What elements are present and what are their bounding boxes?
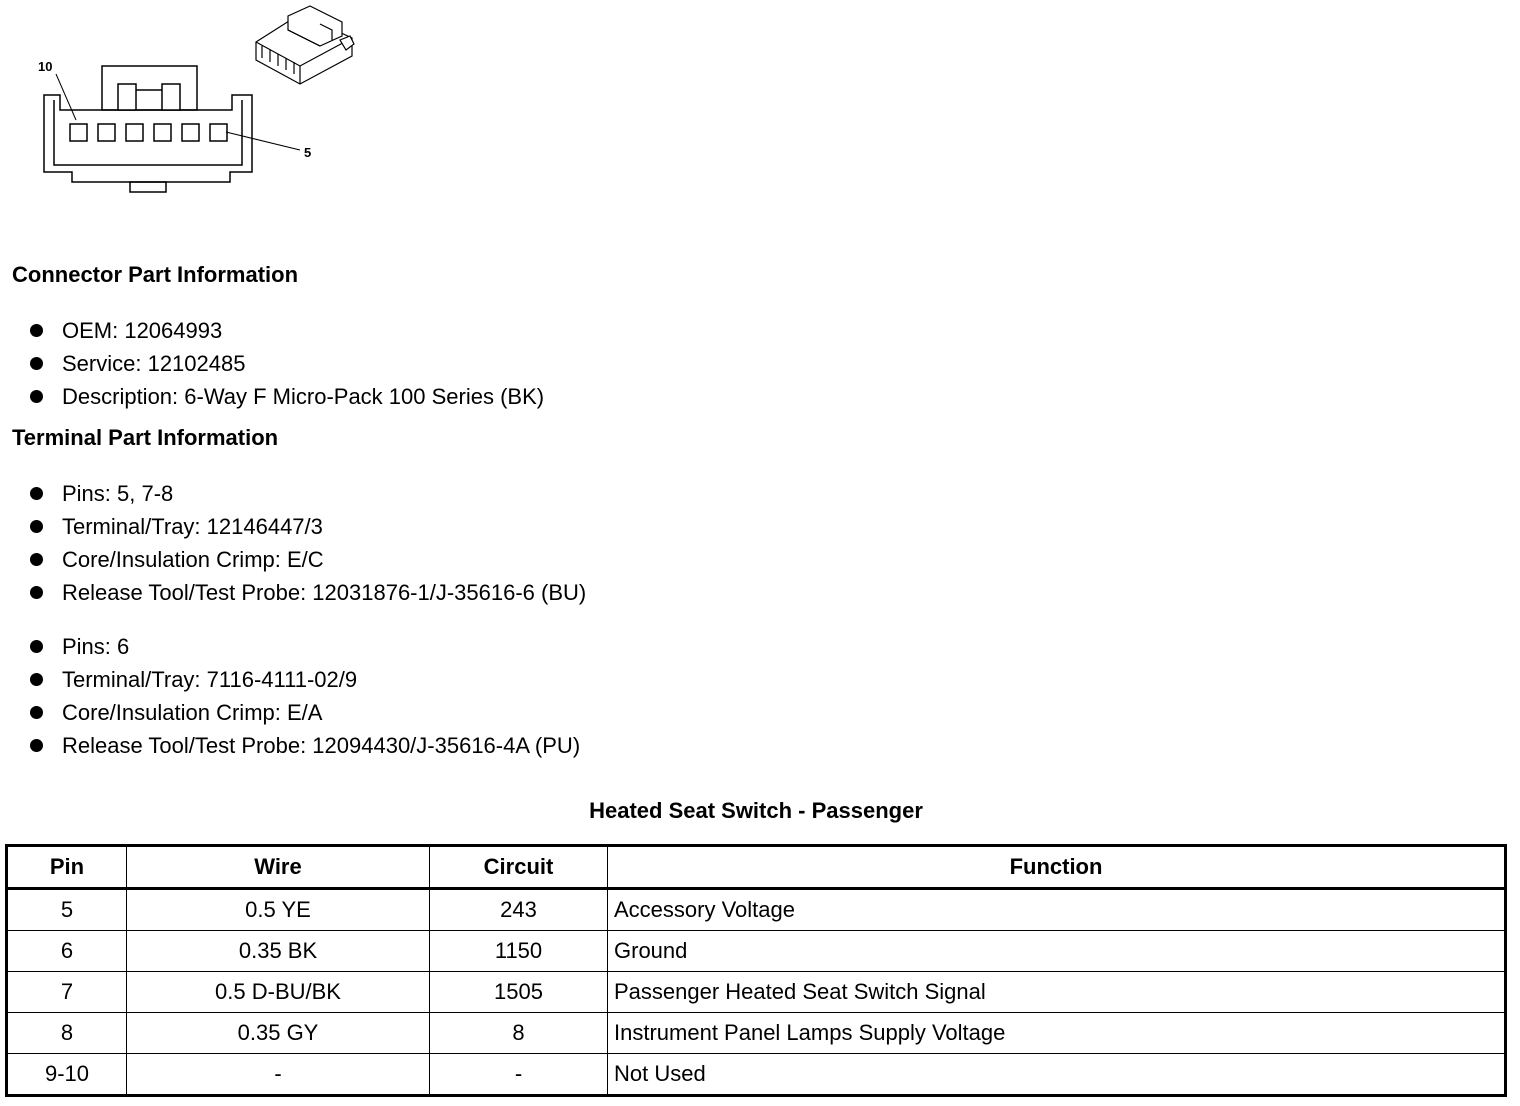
cell-circuit: 1150 — [430, 931, 608, 972]
column-header-wire: Wire — [127, 846, 430, 889]
terminal-info-title: Terminal Part Information — [12, 425, 279, 450]
cell-circuit: 243 — [430, 889, 608, 931]
list-item: Release Tool/Test Probe: 12094430/J-35616-4A (PU) — [0, 729, 580, 762]
bullet-icon — [30, 487, 43, 500]
cell-wire: 0.35 BK — [127, 931, 430, 972]
connector-face — [44, 66, 300, 192]
bullet-icon — [30, 640, 43, 653]
cell-wire: 0.5 YE — [127, 889, 430, 931]
terminal-info-list-1 — [0, 477, 586, 609]
cell-circuit: 1505 — [430, 972, 608, 1013]
cell-function: Passenger Heated Seat Switch Signal — [608, 972, 1506, 1013]
table-row — [7, 1013, 1506, 1054]
cell-pin: 6 — [7, 931, 127, 972]
cell-wire: - — [127, 1054, 430, 1096]
table-title: Heated Seat Switch - Passenger — [589, 798, 923, 823]
cell-wire: 0.5 D-BU/BK — [127, 972, 430, 1013]
table-row — [7, 972, 1506, 1013]
pinout-table — [5, 844, 1507, 1097]
bullet-icon — [30, 553, 43, 566]
list-item: Terminal/Tray: 7116-4111-02/9 — [0, 663, 580, 696]
connector-info-list — [0, 314, 544, 413]
table-header-row — [7, 846, 1506, 889]
bullet-icon — [30, 586, 43, 599]
connector-3d-icon — [256, 6, 354, 84]
column-header-pin: Pin — [7, 846, 127, 889]
cell-circuit: - — [430, 1054, 608, 1096]
cell-circuit: 8 — [430, 1013, 608, 1054]
list-item: Release Tool/Test Probe: 12031876-1/J-35616-6 (BU) — [0, 576, 586, 609]
bullet-icon — [30, 739, 43, 752]
cell-pin: 8 — [7, 1013, 127, 1054]
bullet-icon — [30, 390, 43, 403]
bullet-icon — [30, 357, 43, 370]
bullet-icon — [30, 706, 43, 719]
column-header-function: Function — [608, 846, 1506, 889]
cell-pin: 9-10 — [7, 1054, 127, 1096]
list-item: Service: 12102485 — [0, 347, 544, 380]
cell-function: Instrument Panel Lamps Supply Voltage — [608, 1013, 1506, 1054]
bullet-icon — [30, 673, 43, 686]
table-row — [7, 931, 1506, 972]
bullet-icon — [30, 324, 43, 337]
pin-5-label: 5 — [304, 145, 312, 160]
terminal-info-list-2 — [0, 630, 580, 762]
cell-function: Not Used — [608, 1054, 1506, 1096]
cell-pin: 7 — [7, 972, 127, 1013]
cell-function: Accessory Voltage — [608, 889, 1506, 931]
list-item: Description: 6-Way F Micro-Pack 100 Series (BK) — [0, 380, 544, 413]
pin-10-label: 10 — [38, 59, 53, 74]
table-row — [7, 889, 1506, 931]
cell-pin: 5 — [7, 889, 127, 931]
list-item: OEM: 12064993 — [0, 314, 544, 347]
cell-function: Ground — [608, 931, 1506, 972]
bullet-icon — [30, 520, 43, 533]
table-row — [7, 1054, 1506, 1096]
list-item: Core/Insulation Crimp: E/A — [0, 696, 580, 729]
cell-wire: 0.35 GY — [127, 1013, 430, 1054]
connector-diagram — [0, 0, 400, 230]
list-item: Core/Insulation Crimp: E/C — [0, 543, 586, 576]
column-header-circuit: Circuit — [430, 846, 608, 889]
connector-info-title: Connector Part Information — [12, 262, 299, 287]
list-item: Pins: 6 — [0, 630, 580, 663]
list-item: Pins: 5, 7-8 — [0, 477, 586, 510]
list-item: Terminal/Tray: 12146447/3 — [0, 510, 586, 543]
